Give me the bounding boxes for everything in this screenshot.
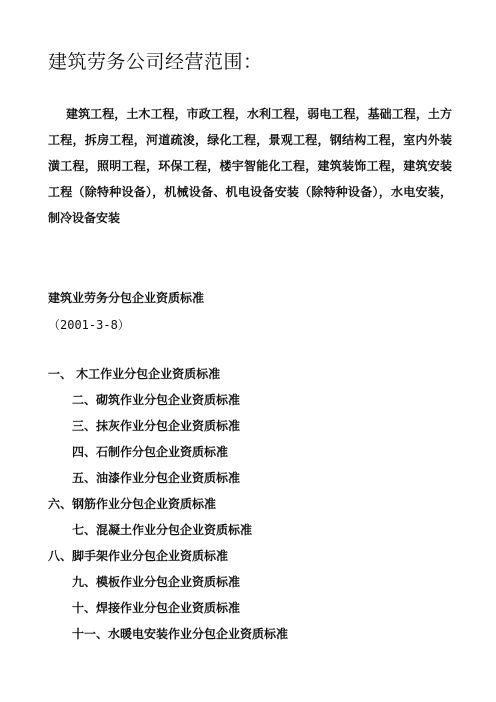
standard-date: （2001-3-8） <box>48 318 130 332</box>
list-item: 五、油漆作业分包企业资质标准 <box>72 471 241 485</box>
list-item: 十、焊接作业分包企业资质标准 <box>72 601 241 615</box>
list-item: 十一、水暖电安装作业分包企业资质标准 <box>72 627 289 641</box>
list-item: 六、钢筋作业分包企业资质标准 <box>48 497 217 511</box>
list-item: 三、抹灰作业分包企业资质标准 <box>72 419 241 433</box>
list-item: 七、混凝土作业分包企业资质标准 <box>72 523 253 537</box>
list-item: 八、脚手架作业分包企业资质标准 <box>48 549 229 563</box>
business-scope-paragraph: 建筑工程，土木工程，市政工程，水利工程，弱电工程，基础工程，土方工程，拆房工程，河道疏浚，绿化工程，景观工程，钢结构工程，室内外装潢工程，照明工程，环保工程，楼宇智能化工程，建筑装饰工程，建筑安装工程（除特种设备），机械设备、机电设备安装（除特种设备），水电安装，制冷设备安装 <box>48 107 452 225</box>
list-item: 二、砌筑作业分包企业资质标准 <box>72 393 241 407</box>
page-heading: 建筑劳务公司经营范围： <box>48 51 263 73</box>
list-item: 九、模板作业分包企业资质标准 <box>72 575 241 589</box>
qualification-standards-list <box>0 366 288 652</box>
standard-title: 建筑业劳务分包企业资质标准 <box>48 291 205 305</box>
list-item: 一、 木工作业分包企业资质标准 <box>48 367 221 381</box>
list-item: 四、石制作分包企业资质标准 <box>72 445 229 459</box>
